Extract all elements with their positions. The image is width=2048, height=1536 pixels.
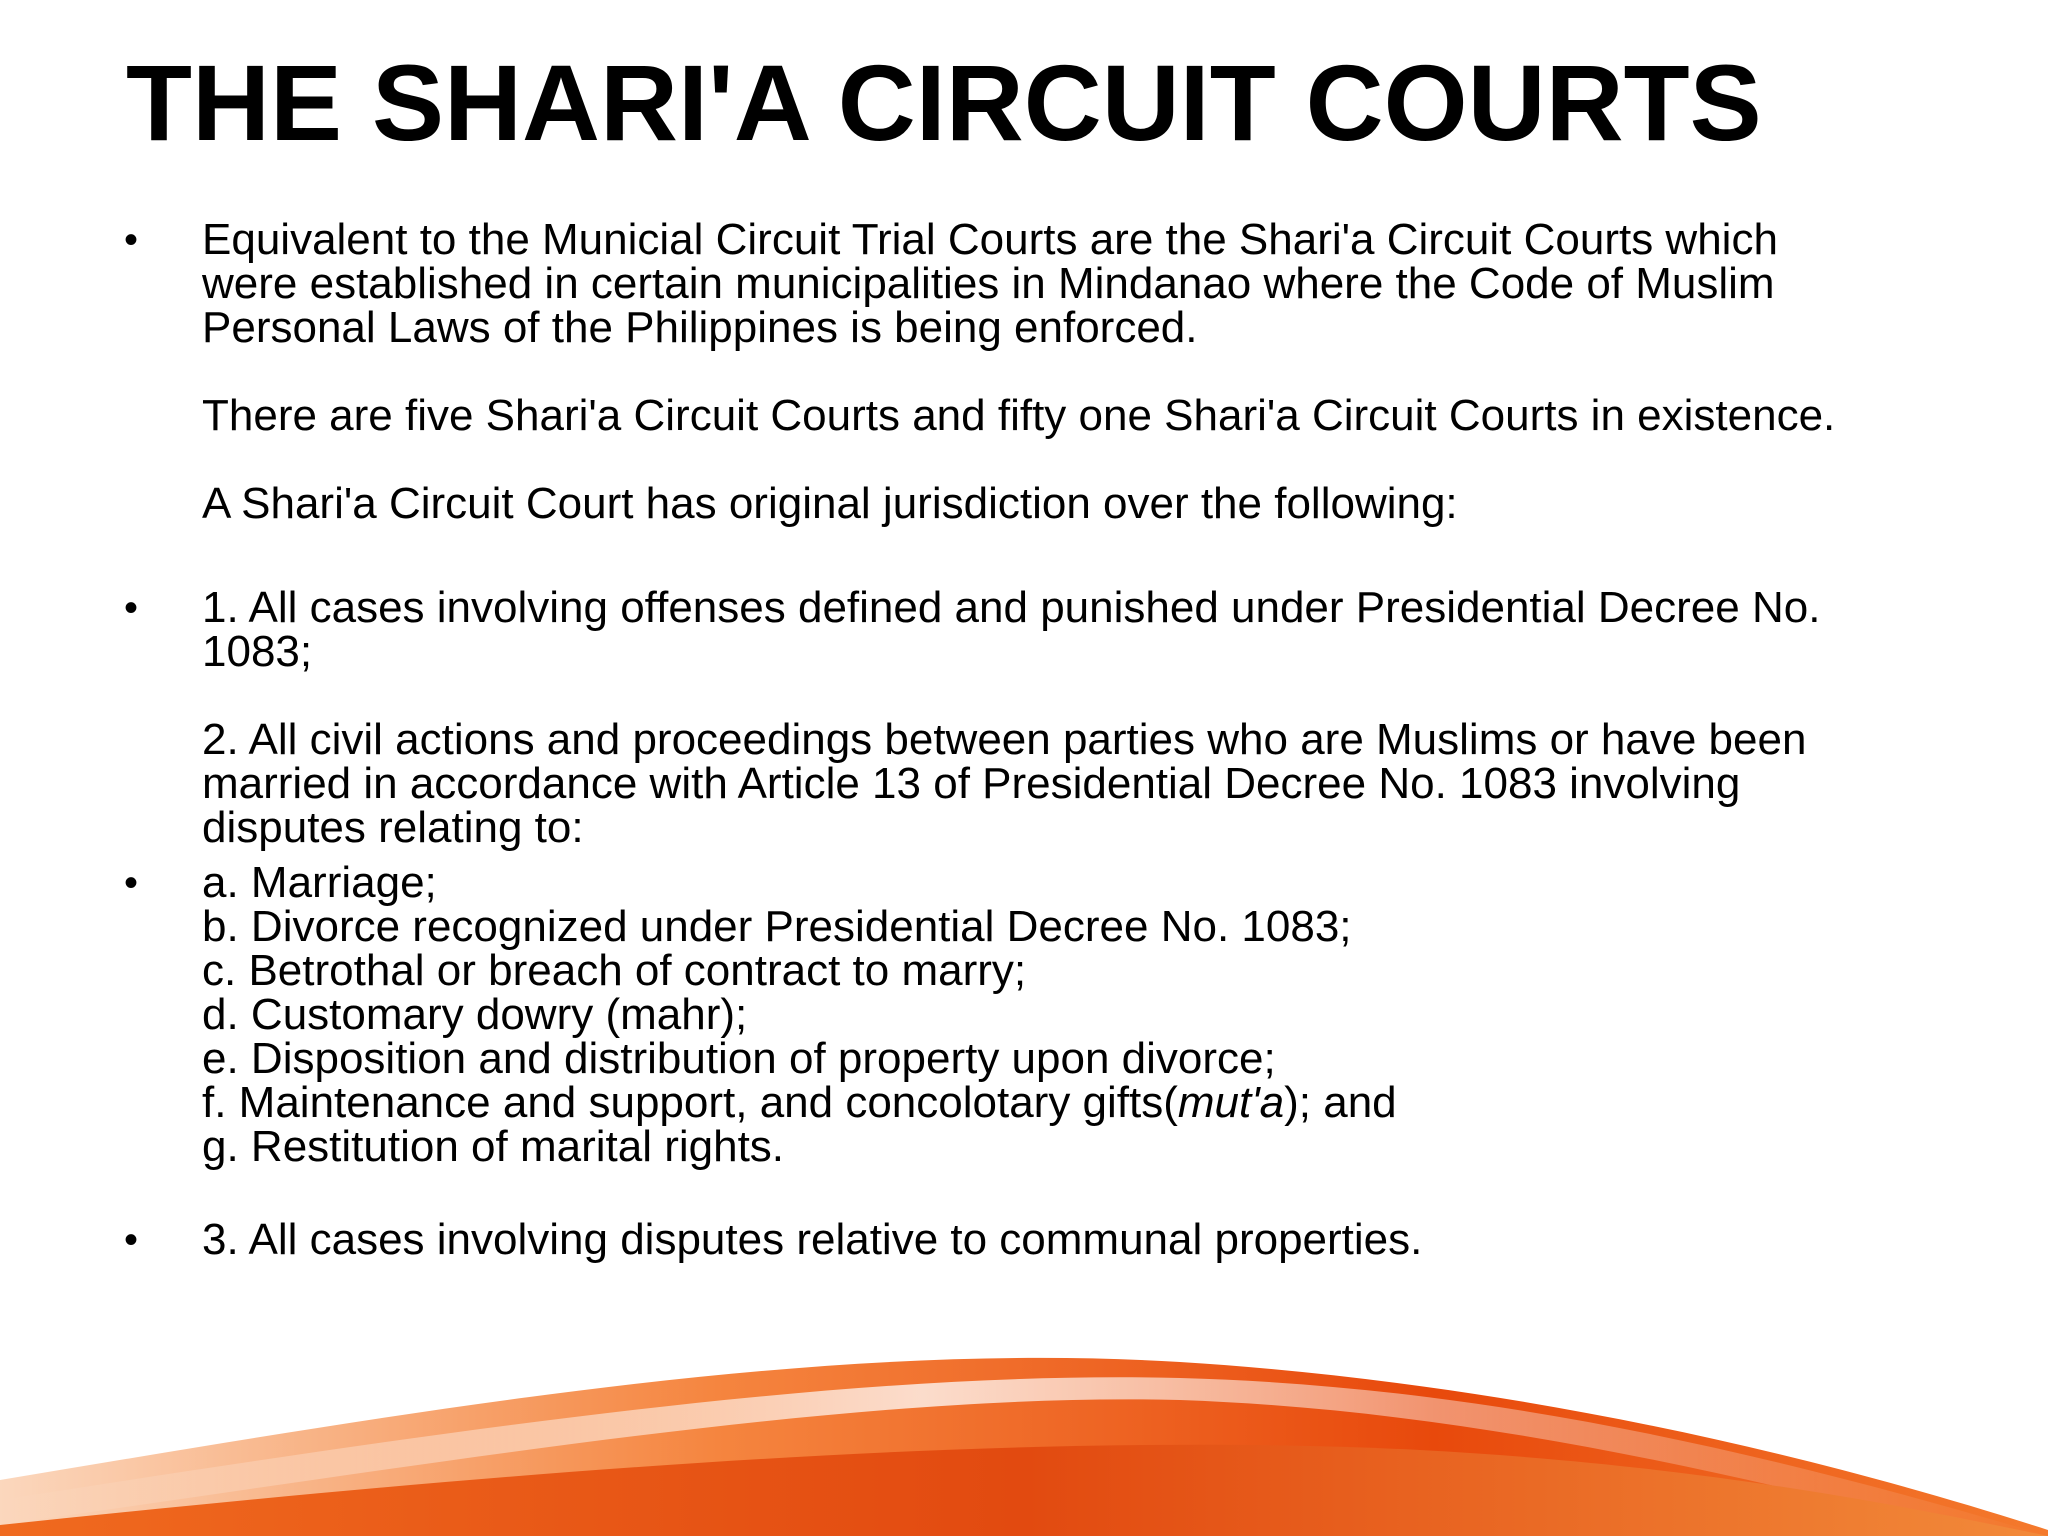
disputes-list bbox=[202, 858, 1942, 1171]
intro-line: Equivalent to the Municial Circuit Trial Courts are the Shari'a Circuit Courts which bbox=[202, 215, 1778, 264]
courts-count-text: There are five Shari'a Circuit Courts and fifty one Shari'a Circuit Courts in existence. bbox=[202, 391, 1836, 440]
dispute-item: b. Divorce recognized under Presidential Decree No. 1083; bbox=[202, 902, 1352, 951]
orange-wave-decoration bbox=[0, 1300, 2048, 1536]
slide-title: THE SHARI'A CIRCUIT COURTS bbox=[126, 42, 1762, 163]
dispute-item-f-suffix: ); and bbox=[1284, 1078, 1397, 1127]
item-2-line: disputes relating to: bbox=[202, 803, 584, 852]
dispute-item: a. Marriage; bbox=[202, 858, 437, 907]
intro-line: Personal Laws of the Philippines is being enforced. bbox=[202, 303, 1198, 352]
intro-line: were established in certain municipalities in Mindanao where the Code of Muslim bbox=[202, 259, 1775, 308]
bullet-marker: • bbox=[124, 1218, 139, 1262]
item-1-line: 1. All cases involving offenses defined and punished under Presidential Decree No. bbox=[202, 583, 1821, 632]
dispute-item-f-prefix: f. Maintenance and support, and concolotary gifts( bbox=[202, 1078, 1178, 1127]
dispute-item: c. Betrothal or breach of contract to marry; bbox=[202, 946, 1027, 995]
bullet-marker: • bbox=[124, 218, 139, 262]
item-2-line: married in accordance with Article 13 of Presidential Decree No. 1083 involving bbox=[202, 759, 1741, 808]
item-1-line: 1083; bbox=[202, 627, 313, 676]
dispute-item: e. Disposition and distribution of property upon divorce; bbox=[202, 1034, 1276, 1083]
bullet-marker: • bbox=[124, 861, 139, 905]
dispute-item-f-italic: mut'a bbox=[1177, 1078, 1285, 1127]
item-3-line: 3. All cases involving disputes relative to communal properties. bbox=[202, 1215, 1423, 1264]
intro-text bbox=[202, 215, 1942, 528]
bullet-marker: • bbox=[124, 586, 139, 630]
jurisdiction-intro-text: A Shari'a Circuit Court has original jurisdiction over the following: bbox=[202, 479, 1458, 528]
item-2-line: 2. All civil actions and proceedings between parties who are Muslims or have been bbox=[202, 715, 1807, 764]
dispute-item: d. Customary dowry (mahr); bbox=[202, 990, 748, 1039]
dispute-item-f bbox=[202, 1078, 1942, 1127]
item-3-text bbox=[202, 1215, 1942, 1264]
dispute-item-g: g. Restitution of marital rights. bbox=[202, 1122, 785, 1171]
items-1-2-text bbox=[202, 583, 1942, 852]
